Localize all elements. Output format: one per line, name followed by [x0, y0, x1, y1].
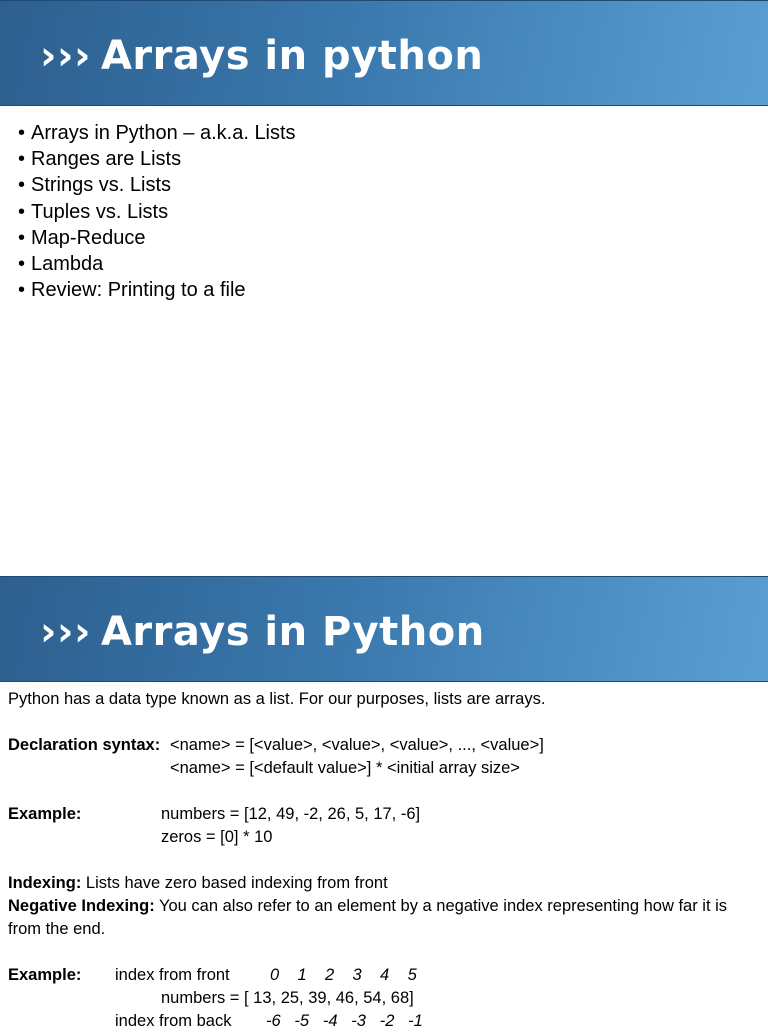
- example-code-1: numbers = [12, 49, -2, 26, 5, 17, -6]: [161, 805, 421, 823]
- declaration-syntax-2: <name> = [<default value>] * <initial array size>: [170, 759, 520, 777]
- list-item: • Lambda: [18, 251, 296, 277]
- list-item: • Arrays in Python – a.k.a. Lists: [18, 120, 296, 146]
- index-back-line: [8, 1010, 764, 1033]
- declaration-label: Declaration syntax:: [8, 736, 161, 754]
- chevron-icon: ›››: [40, 609, 91, 655]
- numbers-code: numbers = [ 13, 25, 39, 46, 54, 68]: [161, 989, 414, 1007]
- slide-2-title: ››› Arrays in Python: [40, 609, 485, 655]
- bullet-icon: •: [18, 148, 26, 171]
- slide-1-title: ››› Arrays in python: [40, 33, 484, 79]
- example-code-2: zeros = [0] * 10: [161, 828, 273, 846]
- index-back-label: index from back: [115, 1012, 232, 1030]
- slide-2-title-banner: [0, 576, 768, 682]
- declaration-line-1: [8, 734, 764, 757]
- intro-text: Python has a data type known as a list. For our purposes, lists are arrays.: [8, 690, 546, 708]
- bullet-icon: •: [18, 279, 26, 302]
- numbers-line: [8, 987, 764, 1010]
- list-item: • Review: Printing to a file: [18, 277, 296, 303]
- bullet-icon: •: [18, 226, 26, 249]
- index-front-line: [8, 964, 764, 987]
- slide-2-body: [8, 688, 764, 1033]
- indexing-label: Indexing:: [8, 874, 82, 892]
- declaration-line-2: [8, 757, 764, 780]
- list-item: • Tuples vs. Lists: [18, 199, 296, 225]
- chevron-icon: ›››: [40, 33, 91, 79]
- indexing-line: [8, 872, 764, 895]
- example-line-2: [8, 826, 764, 849]
- example-2-label: Example:: [8, 966, 82, 984]
- bullet-icon: •: [18, 122, 26, 144]
- bullet-icon: •: [18, 253, 26, 276]
- declaration-syntax-1: <name> = [<value>, <value>, <value>, ..., <value>]: [170, 736, 544, 754]
- index-front-values: 0 1 2 3 4 5: [270, 966, 417, 984]
- index-front-label: index from front: [115, 966, 230, 984]
- negative-indexing-label: Negative Indexing:: [8, 897, 155, 915]
- list-item: • Map-Reduce: [18, 225, 296, 251]
- indexing-text: Lists have zero based indexing from front: [81, 874, 388, 892]
- bullet-icon: •: [18, 174, 26, 197]
- example-line-1: [8, 803, 764, 826]
- slide-1-title-banner: [0, 0, 768, 106]
- list-item: • Ranges are Lists: [18, 146, 296, 172]
- negative-indexing-paragraph: [8, 895, 764, 941]
- example-label: Example:: [8, 805, 82, 823]
- bullet-icon: •: [18, 200, 26, 223]
- topic-bullet-list: [18, 120, 296, 303]
- list-item: • Strings vs. Lists: [18, 172, 296, 198]
- index-back-values: -6 -5 -4 -3 -2 -1: [266, 1012, 423, 1030]
- negative-indexing-text: You can also refer to an element by a negative index representing how far it is from the end.: [8, 897, 728, 938]
